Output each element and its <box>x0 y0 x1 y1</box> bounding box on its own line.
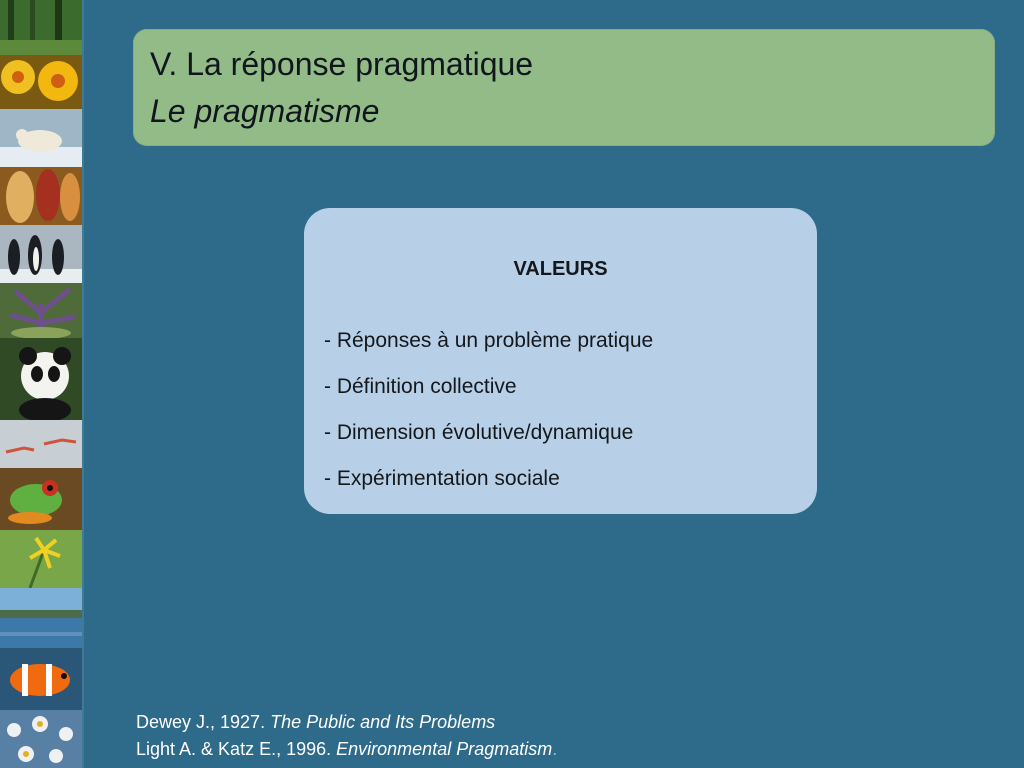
reference-line <box>136 738 557 765</box>
values-item: - Réponses à un problème pratique <box>324 329 654 352</box>
photo-yellow-flower <box>0 530 82 588</box>
photo-strip <box>0 0 82 768</box>
values-panel <box>304 208 817 514</box>
photo-clownfish <box>0 648 82 710</box>
reference-authors: Light A. & Katz E., 1996. <box>136 739 337 759</box>
photo-daisies <box>0 710 82 768</box>
values-item: - Définition collective <box>324 375 517 398</box>
photo-panda <box>0 338 82 420</box>
reference-work: Environmental Pragmatism <box>336 739 553 759</box>
photo-frog <box>0 468 82 530</box>
photo-polar-bear <box>0 109 82 167</box>
photo-forest <box>0 0 82 55</box>
slide-subtitle: Le pragmatisme <box>150 93 380 129</box>
photo-tree-branches <box>0 283 82 338</box>
reference-work: The Public and Its Problems <box>270 712 496 732</box>
values-heading: VALEURS <box>513 258 608 280</box>
reference-line <box>136 711 557 738</box>
photo-corn <box>0 167 82 225</box>
photo-yellow-flowers <box>0 55 82 109</box>
strip-divider <box>82 0 84 768</box>
values-list <box>324 328 653 512</box>
slide-title: V. La réponse pragmatique <box>150 46 534 82</box>
values-item: - Dimension évolutive/dynamique <box>324 421 634 444</box>
values-item: - Expérimentation sociale <box>324 467 560 490</box>
photo-flamingos <box>0 420 82 468</box>
title-box <box>133 29 995 146</box>
reference-trail: . <box>552 739 558 759</box>
references <box>136 711 557 765</box>
photo-penguins <box>0 225 82 283</box>
photo-lake <box>0 588 82 648</box>
reference-authors: Dewey J., 1927. <box>136 712 271 732</box>
